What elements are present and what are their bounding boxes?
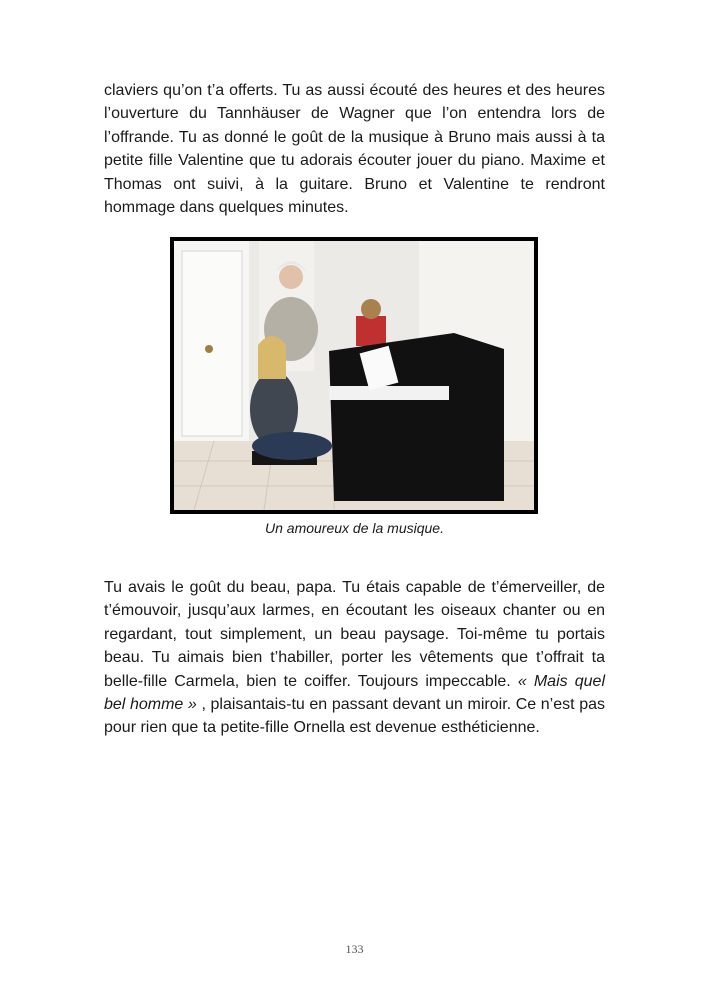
paragraph-bottom-text-1: Tu avais le goût du beau, papa. Tu étais capable de t’émerveiller, de t’émouvoir, jusqu’aux larmes, en écoutant les oiseaux chanter ou en regardant, tout simplement, un beau paysage. Toi-même tu portais beau. Tu aimais bien t’habiller, porter les vêtements que t’offrait ta belle-fille Carmela, bien te coiffer. Toujours impeccable. — [104, 579, 605, 690]
paragraph-bottom — [104, 576, 605, 740]
page-number: 133 — [345, 942, 364, 956]
figure-caption: Un amoureux de la musique. — [265, 520, 444, 536]
paragraph-bottom-text-2: , plaisantais-tu en passant devant un miroir. Ce n’est pas pour rien que ta petite-fille Ornella est devenue esthéticienne. — [104, 696, 605, 737]
piano-photo — [174, 241, 534, 510]
quote-text: « Mais quel bel homme » — [104, 672, 605, 714]
photo — [170, 237, 538, 514]
paragraph-top: claviers qu’on t’a offerts. Tu as aussi écouté des heures et des heures l’ouverture du Tannhäuser de Wagner que l’on entendra lors de l’offrande. Tu as donné le goût de la musique à Bruno mais aussi à ta petite fille Valentine que tu adorais écouter jouer du piano. Maxime et Thomas ont suivi, à la guitare. Bruno et Valentine te rendront hommage dans quelques minutes. — [104, 82, 605, 217]
